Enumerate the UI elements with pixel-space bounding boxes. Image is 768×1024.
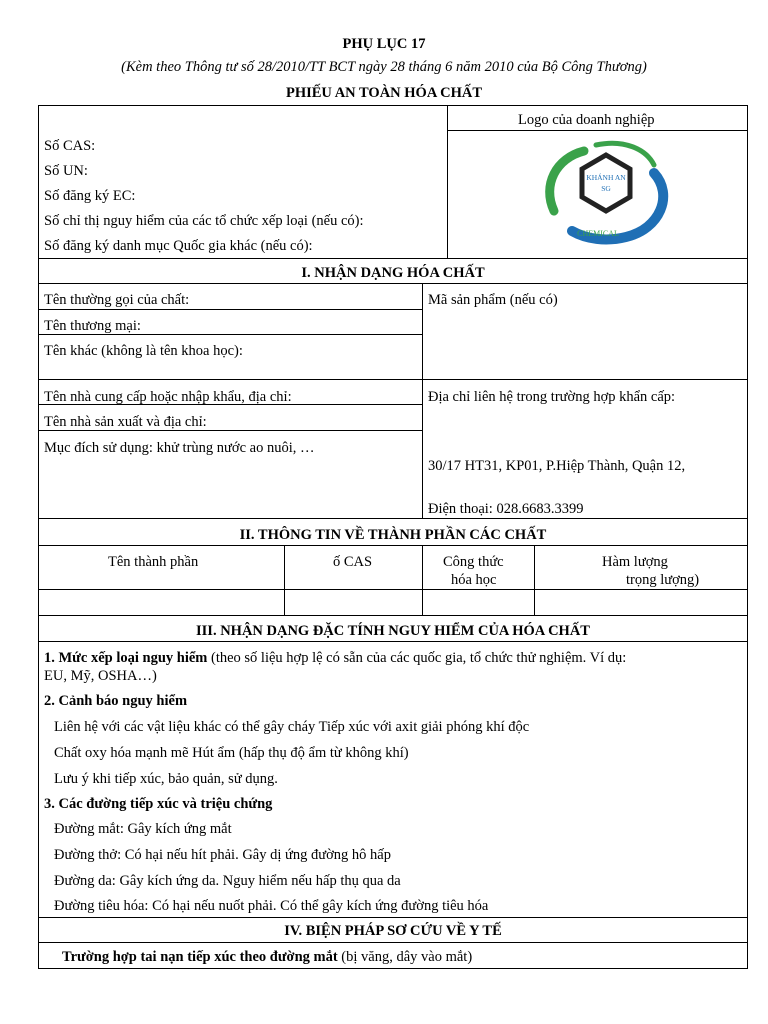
supplier-field: Tên nhà cung cấp hoặc nhập khẩu, địa chỉ:	[44, 389, 292, 405]
ec-field: Số đăng ký EC:	[44, 188, 136, 204]
hazard-warning-1: Liên hệ với các vật liệu khác có thể gây cháy Tiếp xúc với axit giải phóng khí độc	[54, 719, 530, 735]
emergency-address: 30/17 HT31, KP01, P.Hiệp Thành, Quận 12,	[428, 458, 686, 474]
col-content-2: trọng lượng)	[626, 572, 700, 588]
hazard-index-field: Số chỉ thị nguy hiểm của các tổ chức xếp loại (nếu có):	[44, 213, 364, 229]
logo-text-chemical: CHEMICAL	[577, 229, 619, 238]
appendix-subtitle: (Kèm theo Thông tư số 28/2010/TT BCT ngày 28 tháng 6 năm 2010 của Bộ Công Thương)	[121, 59, 647, 75]
first-aid-eye-heading: Trường hợp tai nạn tiếp xúc theo đường mắt	[62, 949, 338, 965]
exposure-route-eye: Đường mắt: Gây kích ứng mắt	[54, 821, 232, 837]
exposure-route-breath: Đường thở: Có hại nếu hít phải. Gây dị ứng đường hô hấp	[54, 847, 391, 863]
col-formula-2: hóa học	[451, 572, 497, 588]
logo-text-top: KHÁNH AN	[586, 173, 626, 182]
hazard-classification-line2: EU, Mỹ, OSHA…)	[44, 668, 157, 684]
hazard-classification-desc: (theo số liệu hợp lệ có sẵn của các quốc gia, tổ chức thử nghiệm. Ví dụ:	[207, 650, 627, 666]
exposure-route-ingestion: Đường tiêu hóa: Có hại nếu nuốt phải. Có thể gây kích ứng đường tiêu hóa	[54, 898, 489, 914]
section-4-title: IV. BIỆN PHÁP SƠ CỨU VỀ Y TẾ	[284, 923, 502, 939]
emergency-phone: Điện thoại: 028.6683.3399	[428, 501, 584, 517]
cas-field: Số CAS:	[44, 138, 96, 154]
common-name-field: Tên thường gọi của chất:	[44, 292, 190, 308]
logo-text-bottom: SG	[601, 184, 611, 193]
first-aid-eye	[62, 948, 472, 966]
other-name-field: Tên khác (không là tên khoa học):	[44, 343, 243, 359]
manufacturer-field: Tên nhà sản xuất và địa chỉ:	[44, 414, 207, 430]
appendix-title: PHỤ LỤC 17	[342, 36, 426, 52]
logo-label: Logo của doanh nghiệp	[518, 112, 655, 128]
col-formula-1: Công thức	[443, 554, 504, 570]
section-2-title: II. THÔNG TIN VỀ THÀNH PHẦN CÁC CHẤT	[239, 527, 547, 543]
hazard-classification	[44, 649, 626, 667]
trade-name-field: Tên thương mại:	[44, 318, 141, 334]
first-aid-eye-desc: (bị văng, dây vào mắt)	[337, 949, 473, 965]
col-component-name: Tên thành phần	[108, 554, 199, 570]
sheet-title: PHIẾU AN TOÀN HÓA CHẤT	[285, 85, 483, 101]
company-logo	[536, 133, 676, 249]
hazard-classification-heading: 1. Mức xếp loại nguy hiểm	[44, 650, 208, 666]
national-register-field: Số đăng ký danh mục Quốc gia khác (nếu có):	[44, 238, 313, 254]
col-cas: ố CAS	[333, 554, 373, 570]
purpose-field: Mục đích sử dụng: khử trùng nước ao nuôi, …	[44, 440, 315, 456]
hazard-warning-heading: 2. Cảnh báo nguy hiểm	[44, 693, 188, 709]
section-1-title: I. NHẬN DẠNG HÓA CHẤT	[301, 265, 485, 281]
col-content-1: Hàm lượng	[602, 554, 668, 570]
un-field: Số UN:	[44, 163, 88, 179]
hazard-warning-2: Chất oxy hóa mạnh mẽ Hút ẩm (hấp thụ độ ẩm từ không khí)	[54, 745, 409, 761]
product-code-field: Mã sản phẩm (nếu có)	[428, 292, 558, 308]
emergency-contact-label: Địa chỉ liên hệ trong trường hợp khẩn cấp:	[428, 389, 676, 405]
section-3-title: III. NHẬN DẠNG ĐẶC TÍNH NGUY HIỂM CỦA HÓA CHẤT	[196, 623, 590, 639]
exposure-routes-heading: 3. Các đường tiếp xúc và triệu chứng	[44, 796, 273, 812]
exposure-route-skin: Đường da: Gây kích ứng da. Nguy hiểm nếu hấp thụ qua da	[54, 873, 401, 889]
hazard-warning-3: Lưu ý khi tiếp xúc, bảo quản, sử dụng.	[54, 771, 278, 787]
